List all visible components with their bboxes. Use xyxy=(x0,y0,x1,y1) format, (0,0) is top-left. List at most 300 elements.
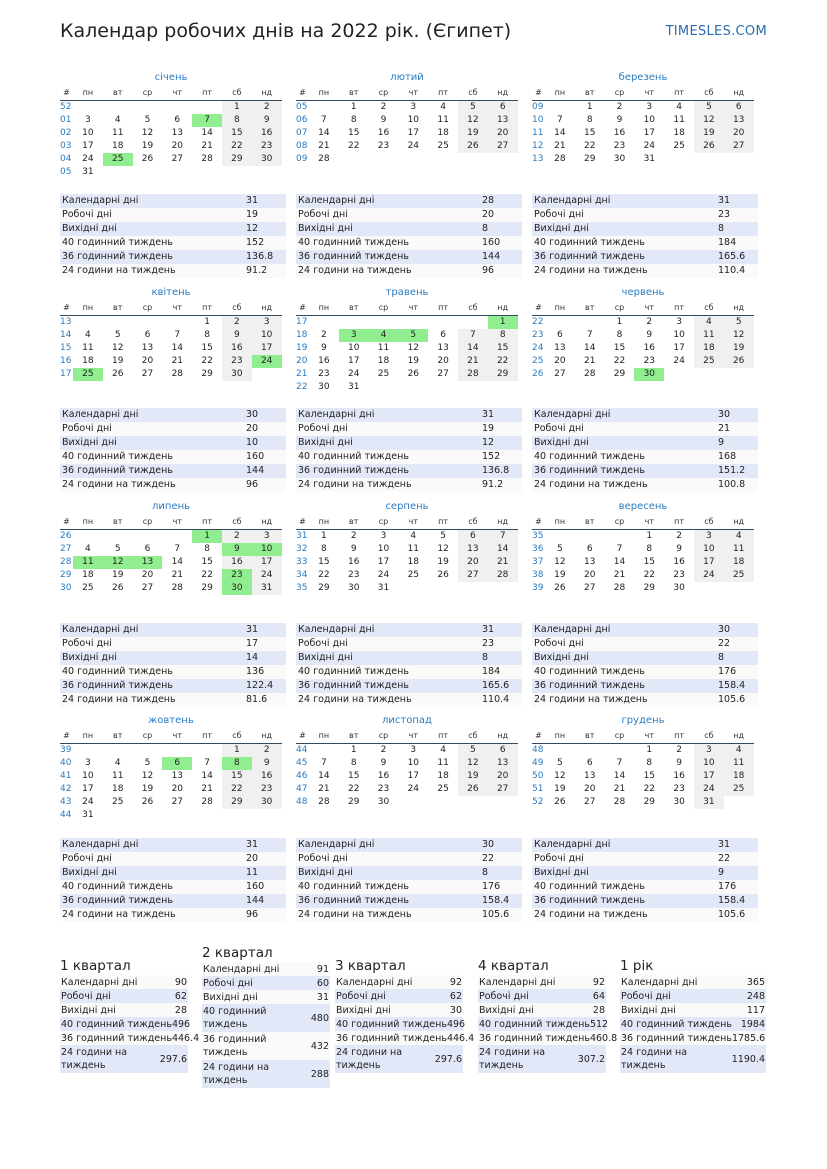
day-cell[interactable]: 29 xyxy=(643,797,656,807)
day-cell[interactable]: 16 xyxy=(252,127,282,140)
day-cell[interactable]: 3 xyxy=(252,316,282,329)
day-cell[interactable]: 21 xyxy=(171,570,184,580)
day-cell[interactable]: 1 xyxy=(616,317,623,327)
day-cell[interactable]: 10 xyxy=(82,771,94,781)
day-cell[interactable]: 2 xyxy=(676,745,682,755)
day-cell[interactable]: 31 xyxy=(643,154,656,164)
day-cell[interactable]: 15 xyxy=(318,557,330,567)
day-cell[interactable]: 13 xyxy=(488,757,518,770)
day-cell[interactable]: 15 xyxy=(613,343,626,353)
day-cell[interactable]: 7 xyxy=(174,330,181,340)
day-cell[interactable]: 26 xyxy=(111,369,124,379)
day-cell[interactable]: 18 xyxy=(82,570,94,580)
day-cell[interactable]: 18 xyxy=(377,356,390,366)
day-cell[interactable]: 3 xyxy=(85,758,91,768)
day-cell[interactable]: 17 xyxy=(673,343,685,353)
day-cell[interactable]: 12 xyxy=(554,557,566,567)
day-cell[interactable]: 9 xyxy=(350,544,357,554)
day-cell[interactable]: 16 xyxy=(377,128,390,138)
day-cell[interactable]: 28 xyxy=(318,154,330,164)
day-cell[interactable]: 11 xyxy=(694,329,724,342)
day-cell[interactable]: 20 xyxy=(141,356,154,366)
day-cell[interactable]: 22 xyxy=(347,784,360,794)
day-cell[interactable]: 7 xyxy=(458,329,488,342)
day-cell[interactable]: 30 xyxy=(252,153,282,166)
day-cell[interactable]: 17 xyxy=(82,784,94,794)
day-cell[interactable]: 26 xyxy=(694,140,724,153)
day-cell[interactable]: 6 xyxy=(174,115,181,125)
day-cell[interactable]: 21 xyxy=(458,355,488,368)
day-cell[interactable]: 13 xyxy=(133,556,163,569)
day-cell[interactable]: 21 xyxy=(318,141,330,151)
day-cell[interactable]: 1 xyxy=(192,530,222,543)
day-cell[interactable]: 24 xyxy=(694,783,724,796)
day-cell[interactable]: 8 xyxy=(350,758,357,768)
day-cell[interactable]: 30 xyxy=(347,583,360,593)
day-cell[interactable]: 23 xyxy=(613,141,626,151)
day-cell[interactable]: 22 xyxy=(643,784,656,794)
day-cell[interactable]: 14 xyxy=(554,128,566,138)
day-cell[interactable]: 9 xyxy=(321,343,327,353)
day-cell[interactable]: 30 xyxy=(222,582,252,595)
day-cell[interactable]: 9 xyxy=(380,758,387,768)
day-cell[interactable]: 17 xyxy=(82,141,94,151)
day-cell[interactable]: 8 xyxy=(616,330,623,340)
day-cell[interactable]: 28 xyxy=(613,797,626,807)
day-cell[interactable]: 4 xyxy=(676,102,682,112)
day-cell[interactable]: 26 xyxy=(554,583,566,593)
day-cell[interactable]: 10 xyxy=(377,544,390,554)
day-cell[interactable]: 5 xyxy=(114,330,121,340)
day-cell[interactable]: 23 xyxy=(318,369,330,379)
day-cell[interactable]: 24 xyxy=(407,784,420,794)
day-cell[interactable]: 11 xyxy=(82,343,94,353)
day-cell[interactable]: 29 xyxy=(643,583,656,593)
day-cell[interactable]: 17 xyxy=(694,770,724,783)
day-cell[interactable]: 10 xyxy=(673,330,685,340)
day-cell[interactable]: 21 xyxy=(201,141,213,151)
day-cell[interactable]: 29 xyxy=(201,369,213,379)
day-cell[interactable]: 13 xyxy=(724,114,754,127)
day-cell[interactable]: 13 xyxy=(488,114,518,127)
day-cell[interactable]: 31 xyxy=(347,382,360,392)
day-cell[interactable]: 5 xyxy=(724,316,754,329)
day-cell[interactable]: 15 xyxy=(347,771,360,781)
day-cell[interactable]: 11 xyxy=(437,758,449,768)
day-cell[interactable]: 17 xyxy=(252,556,282,569)
day-cell[interactable]: 13 xyxy=(554,343,566,353)
day-cell[interactable]: 4 xyxy=(694,316,724,329)
day-cell[interactable]: 3 xyxy=(694,530,724,543)
day-cell[interactable]: 1 xyxy=(204,317,210,327)
day-cell[interactable]: 15 xyxy=(222,770,252,783)
day-cell[interactable]: 8 xyxy=(204,544,210,554)
day-cell[interactable]: 24 xyxy=(252,569,282,582)
day-cell[interactable]: 23 xyxy=(377,141,390,151)
day-cell[interactable]: 6 xyxy=(488,101,518,114)
day-cell[interactable]: 20 xyxy=(583,570,596,580)
day-cell[interactable]: 18 xyxy=(724,556,754,569)
day-cell[interactable]: 6 xyxy=(724,101,754,114)
day-cell[interactable]: 10 xyxy=(252,329,282,342)
day-cell[interactable]: 2 xyxy=(222,316,252,329)
brand-link[interactable]: TIMESLES.COM xyxy=(665,24,767,39)
day-cell[interactable]: 3 xyxy=(339,329,369,342)
day-cell[interactable]: 27 xyxy=(724,140,754,153)
day-cell[interactable]: 19 xyxy=(407,356,420,366)
day-cell[interactable]: 9 xyxy=(646,330,653,340)
day-cell[interactable]: 30 xyxy=(613,154,626,164)
day-cell[interactable]: 30 xyxy=(673,583,685,593)
day-cell[interactable]: 11 xyxy=(377,343,390,353)
day-cell[interactable]: 1 xyxy=(646,531,653,541)
day-cell[interactable]: 31 xyxy=(377,583,390,593)
day-cell[interactable]: 17 xyxy=(407,771,420,781)
day-cell[interactable]: 22 xyxy=(347,141,360,151)
day-cell[interactable]: 18 xyxy=(111,141,124,151)
day-cell[interactable]: 19 xyxy=(141,784,154,794)
day-cell[interactable]: 5 xyxy=(440,531,446,541)
day-cell[interactable]: 25 xyxy=(724,569,754,582)
day-cell[interactable]: 7 xyxy=(204,758,210,768)
day-cell[interactable]: 28 xyxy=(613,583,626,593)
day-cell[interactable]: 18 xyxy=(407,557,420,567)
day-cell[interactable]: 24 xyxy=(377,570,390,580)
day-cell[interactable]: 18 xyxy=(673,128,685,138)
day-cell[interactable]: 22 xyxy=(613,356,626,366)
day-cell[interactable]: 14 xyxy=(318,128,330,138)
day-cell[interactable]: 23 xyxy=(673,570,685,580)
day-cell[interactable]: 27 xyxy=(554,369,566,379)
day-cell[interactable]: 18 xyxy=(724,770,754,783)
day-cell[interactable]: 16 xyxy=(643,343,656,353)
day-cell[interactable]: 9 xyxy=(252,114,282,127)
day-cell[interactable]: 4 xyxy=(114,115,121,125)
day-cell[interactable]: 11 xyxy=(724,757,754,770)
day-cell[interactable]: 10 xyxy=(252,543,282,556)
day-cell[interactable]: 5 xyxy=(398,329,428,342)
day-cell[interactable]: 15 xyxy=(201,343,213,353)
day-cell[interactable]: 4 xyxy=(440,102,446,112)
day-cell[interactable]: 4 xyxy=(724,530,754,543)
day-cell[interactable]: 28 xyxy=(458,368,488,381)
day-cell[interactable]: 9 xyxy=(380,115,387,125)
day-cell[interactable]: 3 xyxy=(646,102,653,112)
day-cell[interactable]: 10 xyxy=(643,115,656,125)
day-cell[interactable]: 25 xyxy=(73,368,103,381)
day-cell[interactable]: 7 xyxy=(616,758,623,768)
day-cell[interactable]: 21 xyxy=(318,784,330,794)
day-cell[interactable]: 20 xyxy=(583,784,596,794)
day-cell[interactable]: 14 xyxy=(201,771,213,781)
day-cell[interactable]: 28 xyxy=(171,369,184,379)
day-cell[interactable]: 14 xyxy=(318,771,330,781)
day-cell[interactable]: 9 xyxy=(222,329,252,342)
day-cell[interactable]: 23 xyxy=(347,570,360,580)
day-cell[interactable]: 25 xyxy=(377,369,390,379)
day-cell[interactable]: 2 xyxy=(350,531,357,541)
day-cell[interactable]: 29 xyxy=(201,583,213,593)
day-cell[interactable]: 26 xyxy=(141,154,154,164)
day-cell[interactable]: 20 xyxy=(554,356,566,366)
day-cell[interactable]: 24 xyxy=(407,141,420,151)
day-cell[interactable]: 27 xyxy=(488,783,518,796)
day-cell[interactable]: 25 xyxy=(437,784,449,794)
day-cell[interactable]: 23 xyxy=(252,140,282,153)
day-cell[interactable]: 11 xyxy=(673,115,685,125)
day-cell[interactable]: 13 xyxy=(171,771,184,781)
day-cell[interactable]: 19 xyxy=(554,784,566,794)
day-cell[interactable]: 4 xyxy=(114,758,121,768)
day-cell[interactable]: 15 xyxy=(583,128,596,138)
day-cell[interactable]: 3 xyxy=(252,530,282,543)
day-cell[interactable]: 10 xyxy=(694,543,724,556)
day-cell[interactable]: 5 xyxy=(458,101,488,114)
day-cell[interactable]: 23 xyxy=(377,784,390,794)
day-cell[interactable]: 5 xyxy=(458,744,488,757)
day-cell[interactable]: 17 xyxy=(407,128,420,138)
day-cell[interactable]: 2 xyxy=(252,101,282,114)
day-cell[interactable]: 20 xyxy=(141,570,154,580)
day-cell[interactable]: 7 xyxy=(192,114,222,127)
day-cell[interactable]: 24 xyxy=(347,369,360,379)
day-cell[interactable]: 28 xyxy=(488,569,518,582)
day-cell[interactable]: 13 xyxy=(583,557,596,567)
day-cell[interactable]: 14 xyxy=(488,543,518,556)
day-cell[interactable]: 16 xyxy=(222,556,252,569)
day-cell[interactable]: 14 xyxy=(201,128,213,138)
day-cell[interactable]: 29 xyxy=(488,368,518,381)
day-cell[interactable]: 16 xyxy=(673,771,685,781)
day-cell[interactable]: 10 xyxy=(407,758,420,768)
day-cell[interactable]: 28 xyxy=(201,797,213,807)
day-cell[interactable]: 21 xyxy=(554,141,566,151)
day-cell[interactable]: 19 xyxy=(458,770,488,783)
day-cell[interactable]: 13 xyxy=(141,343,154,353)
day-cell[interactable]: 24 xyxy=(252,355,282,368)
day-cell[interactable]: 19 xyxy=(141,141,154,151)
day-cell[interactable]: 21 xyxy=(201,784,213,794)
day-cell[interactable]: 1 xyxy=(350,745,357,755)
day-cell[interactable]: 25 xyxy=(694,355,724,368)
day-cell[interactable]: 22 xyxy=(222,140,252,153)
day-cell[interactable]: 3 xyxy=(694,744,724,757)
day-cell[interactable]: 2 xyxy=(616,102,623,112)
day-cell[interactable]: 25 xyxy=(407,570,420,580)
day-cell[interactable]: 15 xyxy=(347,128,360,138)
day-cell[interactable]: 20 xyxy=(724,127,754,140)
day-cell[interactable]: 27 xyxy=(141,369,154,379)
day-cell[interactable]: 3 xyxy=(85,115,91,125)
day-cell[interactable]: 11 xyxy=(437,115,449,125)
day-cell[interactable]: 19 xyxy=(111,356,124,366)
day-cell[interactable]: 20 xyxy=(488,770,518,783)
day-cell[interactable]: 15 xyxy=(643,557,656,567)
day-cell[interactable]: 25 xyxy=(82,583,94,593)
day-cell[interactable]: 26 xyxy=(437,570,449,580)
day-cell[interactable]: 16 xyxy=(377,771,390,781)
day-cell[interactable]: 1 xyxy=(646,745,653,755)
day-cell[interactable]: 16 xyxy=(673,557,685,567)
day-cell[interactable]: 8 xyxy=(646,758,653,768)
day-cell[interactable]: 21 xyxy=(488,556,518,569)
day-cell[interactable]: 8 xyxy=(350,115,357,125)
day-cell[interactable]: 18 xyxy=(82,356,94,366)
day-cell[interactable]: 24 xyxy=(82,797,94,807)
day-cell[interactable]: 13 xyxy=(458,543,488,556)
day-cell[interactable]: 4 xyxy=(410,531,417,541)
day-cell[interactable]: 20 xyxy=(437,356,449,366)
day-cell[interactable]: 2 xyxy=(252,744,282,757)
day-cell[interactable]: 18 xyxy=(437,771,449,781)
day-cell[interactable]: 5 xyxy=(144,758,151,768)
day-cell[interactable]: 6 xyxy=(458,530,488,543)
day-cell[interactable]: 21 xyxy=(171,356,184,366)
day-cell[interactable]: 27 xyxy=(141,583,154,593)
day-cell[interactable]: 11 xyxy=(407,544,420,554)
day-cell[interactable]: 7 xyxy=(586,330,593,340)
day-cell[interactable]: 29 xyxy=(222,796,252,809)
day-cell[interactable]: 3 xyxy=(380,531,387,541)
day-cell[interactable]: 26 xyxy=(458,140,488,153)
day-cell[interactable]: 22 xyxy=(643,570,656,580)
day-cell[interactable]: 15 xyxy=(222,127,252,140)
day-cell[interactable]: 27 xyxy=(171,797,184,807)
day-cell[interactable]: 25 xyxy=(437,141,449,151)
day-cell[interactable]: 28 xyxy=(201,154,213,164)
day-cell[interactable]: 31 xyxy=(252,582,282,595)
day-cell[interactable]: 18 xyxy=(111,784,124,794)
day-cell[interactable]: 18 xyxy=(437,128,449,138)
day-cell[interactable]: 19 xyxy=(724,342,754,355)
day-cell[interactable]: 13 xyxy=(171,128,184,138)
day-cell[interactable]: 24 xyxy=(694,569,724,582)
day-cell[interactable]: 11 xyxy=(724,543,754,556)
day-cell[interactable]: 23 xyxy=(643,356,656,366)
day-cell[interactable]: 23 xyxy=(222,569,252,582)
day-cell[interactable]: 17 xyxy=(252,342,282,355)
day-cell[interactable]: 2 xyxy=(380,102,387,112)
day-cell[interactable]: 12 xyxy=(694,114,724,127)
day-cell[interactable]: 16 xyxy=(613,128,626,138)
day-cell[interactable]: 2 xyxy=(676,531,682,541)
day-cell[interactable]: 26 xyxy=(407,369,420,379)
day-cell[interactable]: 3 xyxy=(676,317,682,327)
day-cell[interactable]: 6 xyxy=(144,544,151,554)
day-cell[interactable]: 7 xyxy=(557,115,563,125)
day-cell[interactable]: 1 xyxy=(321,531,327,541)
day-cell[interactable]: 7 xyxy=(488,530,518,543)
day-cell[interactable]: 30 xyxy=(634,368,664,381)
day-cell[interactable]: 20 xyxy=(171,784,184,794)
day-cell[interactable]: 6 xyxy=(488,744,518,757)
day-cell[interactable]: 1 xyxy=(488,316,518,329)
day-cell[interactable]: 30 xyxy=(252,796,282,809)
day-cell[interactable]: 29 xyxy=(613,369,626,379)
day-cell[interactable]: 27 xyxy=(458,569,488,582)
day-cell[interactable]: 15 xyxy=(488,342,518,355)
day-cell[interactable]: 19 xyxy=(554,570,566,580)
day-cell[interactable]: 29 xyxy=(222,153,252,166)
day-cell[interactable]: 30 xyxy=(673,797,685,807)
day-cell[interactable]: 2 xyxy=(646,317,653,327)
day-cell[interactable]: 26 xyxy=(724,355,754,368)
day-cell[interactable]: 17 xyxy=(347,356,360,366)
day-cell[interactable]: 7 xyxy=(321,758,327,768)
day-cell[interactable]: 12 xyxy=(407,343,420,353)
day-cell[interactable]: 22 xyxy=(201,356,213,366)
day-cell[interactable]: 12 xyxy=(141,128,154,138)
day-cell[interactable]: 10 xyxy=(407,115,420,125)
day-cell[interactable]: 23 xyxy=(673,784,685,794)
day-cell[interactable]: 8 xyxy=(488,329,518,342)
day-cell[interactable]: 22 xyxy=(583,141,596,151)
day-cell[interactable]: 16 xyxy=(318,356,330,366)
day-cell[interactable]: 4 xyxy=(440,745,446,755)
day-cell[interactable]: 25 xyxy=(103,153,133,166)
day-cell[interactable]: 4 xyxy=(724,744,754,757)
day-cell[interactable]: 27 xyxy=(583,583,596,593)
day-cell[interactable]: 5 xyxy=(144,115,151,125)
day-cell[interactable]: 5 xyxy=(694,101,724,114)
day-cell[interactable]: 22 xyxy=(488,355,518,368)
day-cell[interactable]: 21 xyxy=(613,784,626,794)
day-cell[interactable]: 8 xyxy=(222,757,252,770)
day-cell[interactable]: 22 xyxy=(201,570,213,580)
day-cell[interactable]: 28 xyxy=(583,369,596,379)
day-cell[interactable]: 27 xyxy=(171,154,184,164)
day-cell[interactable]: 28 xyxy=(318,797,330,807)
day-cell[interactable]: 24 xyxy=(673,356,685,366)
day-cell[interactable]: 27 xyxy=(488,140,518,153)
day-cell[interactable]: 12 xyxy=(437,544,449,554)
day-cell[interactable]: 12 xyxy=(458,114,488,127)
day-cell[interactable]: 7 xyxy=(321,115,327,125)
day-cell[interactable]: 9 xyxy=(676,544,682,554)
day-cell[interactable]: 27 xyxy=(437,369,449,379)
day-cell[interactable]: 8 xyxy=(586,115,593,125)
day-cell[interactable]: 8 xyxy=(204,330,210,340)
day-cell[interactable]: 6 xyxy=(440,330,446,340)
day-cell[interactable]: 21 xyxy=(583,356,596,366)
day-cell[interactable]: 19 xyxy=(694,127,724,140)
day-cell[interactable]: 16 xyxy=(347,557,360,567)
day-cell[interactable]: 17 xyxy=(643,128,656,138)
day-cell[interactable]: 22 xyxy=(222,783,252,796)
day-cell[interactable]: 19 xyxy=(458,127,488,140)
day-cell[interactable]: 1 xyxy=(222,744,252,757)
day-cell[interactable]: 6 xyxy=(586,544,593,554)
day-cell[interactable]: 1 xyxy=(222,101,252,114)
day-cell[interactable]: 5 xyxy=(557,758,563,768)
day-cell[interactable]: 20 xyxy=(458,556,488,569)
day-cell[interactable]: 17 xyxy=(377,557,390,567)
day-cell[interactable]: 28 xyxy=(171,583,184,593)
day-cell[interactable]: 4 xyxy=(369,329,399,342)
day-cell[interactable]: 12 xyxy=(724,329,754,342)
day-cell[interactable]: 1 xyxy=(586,102,593,112)
day-cell[interactable]: 10 xyxy=(347,343,360,353)
day-cell[interactable]: 12 xyxy=(554,771,566,781)
day-cell[interactable]: 2 xyxy=(321,330,327,340)
day-cell[interactable]: 9 xyxy=(252,757,282,770)
day-cell[interactable]: 16 xyxy=(222,342,252,355)
day-cell[interactable]: 17 xyxy=(694,556,724,569)
day-cell[interactable]: 26 xyxy=(554,797,566,807)
day-cell[interactable]: 20 xyxy=(488,127,518,140)
day-cell[interactable]: 9 xyxy=(676,758,682,768)
day-cell[interactable]: 9 xyxy=(222,543,252,556)
